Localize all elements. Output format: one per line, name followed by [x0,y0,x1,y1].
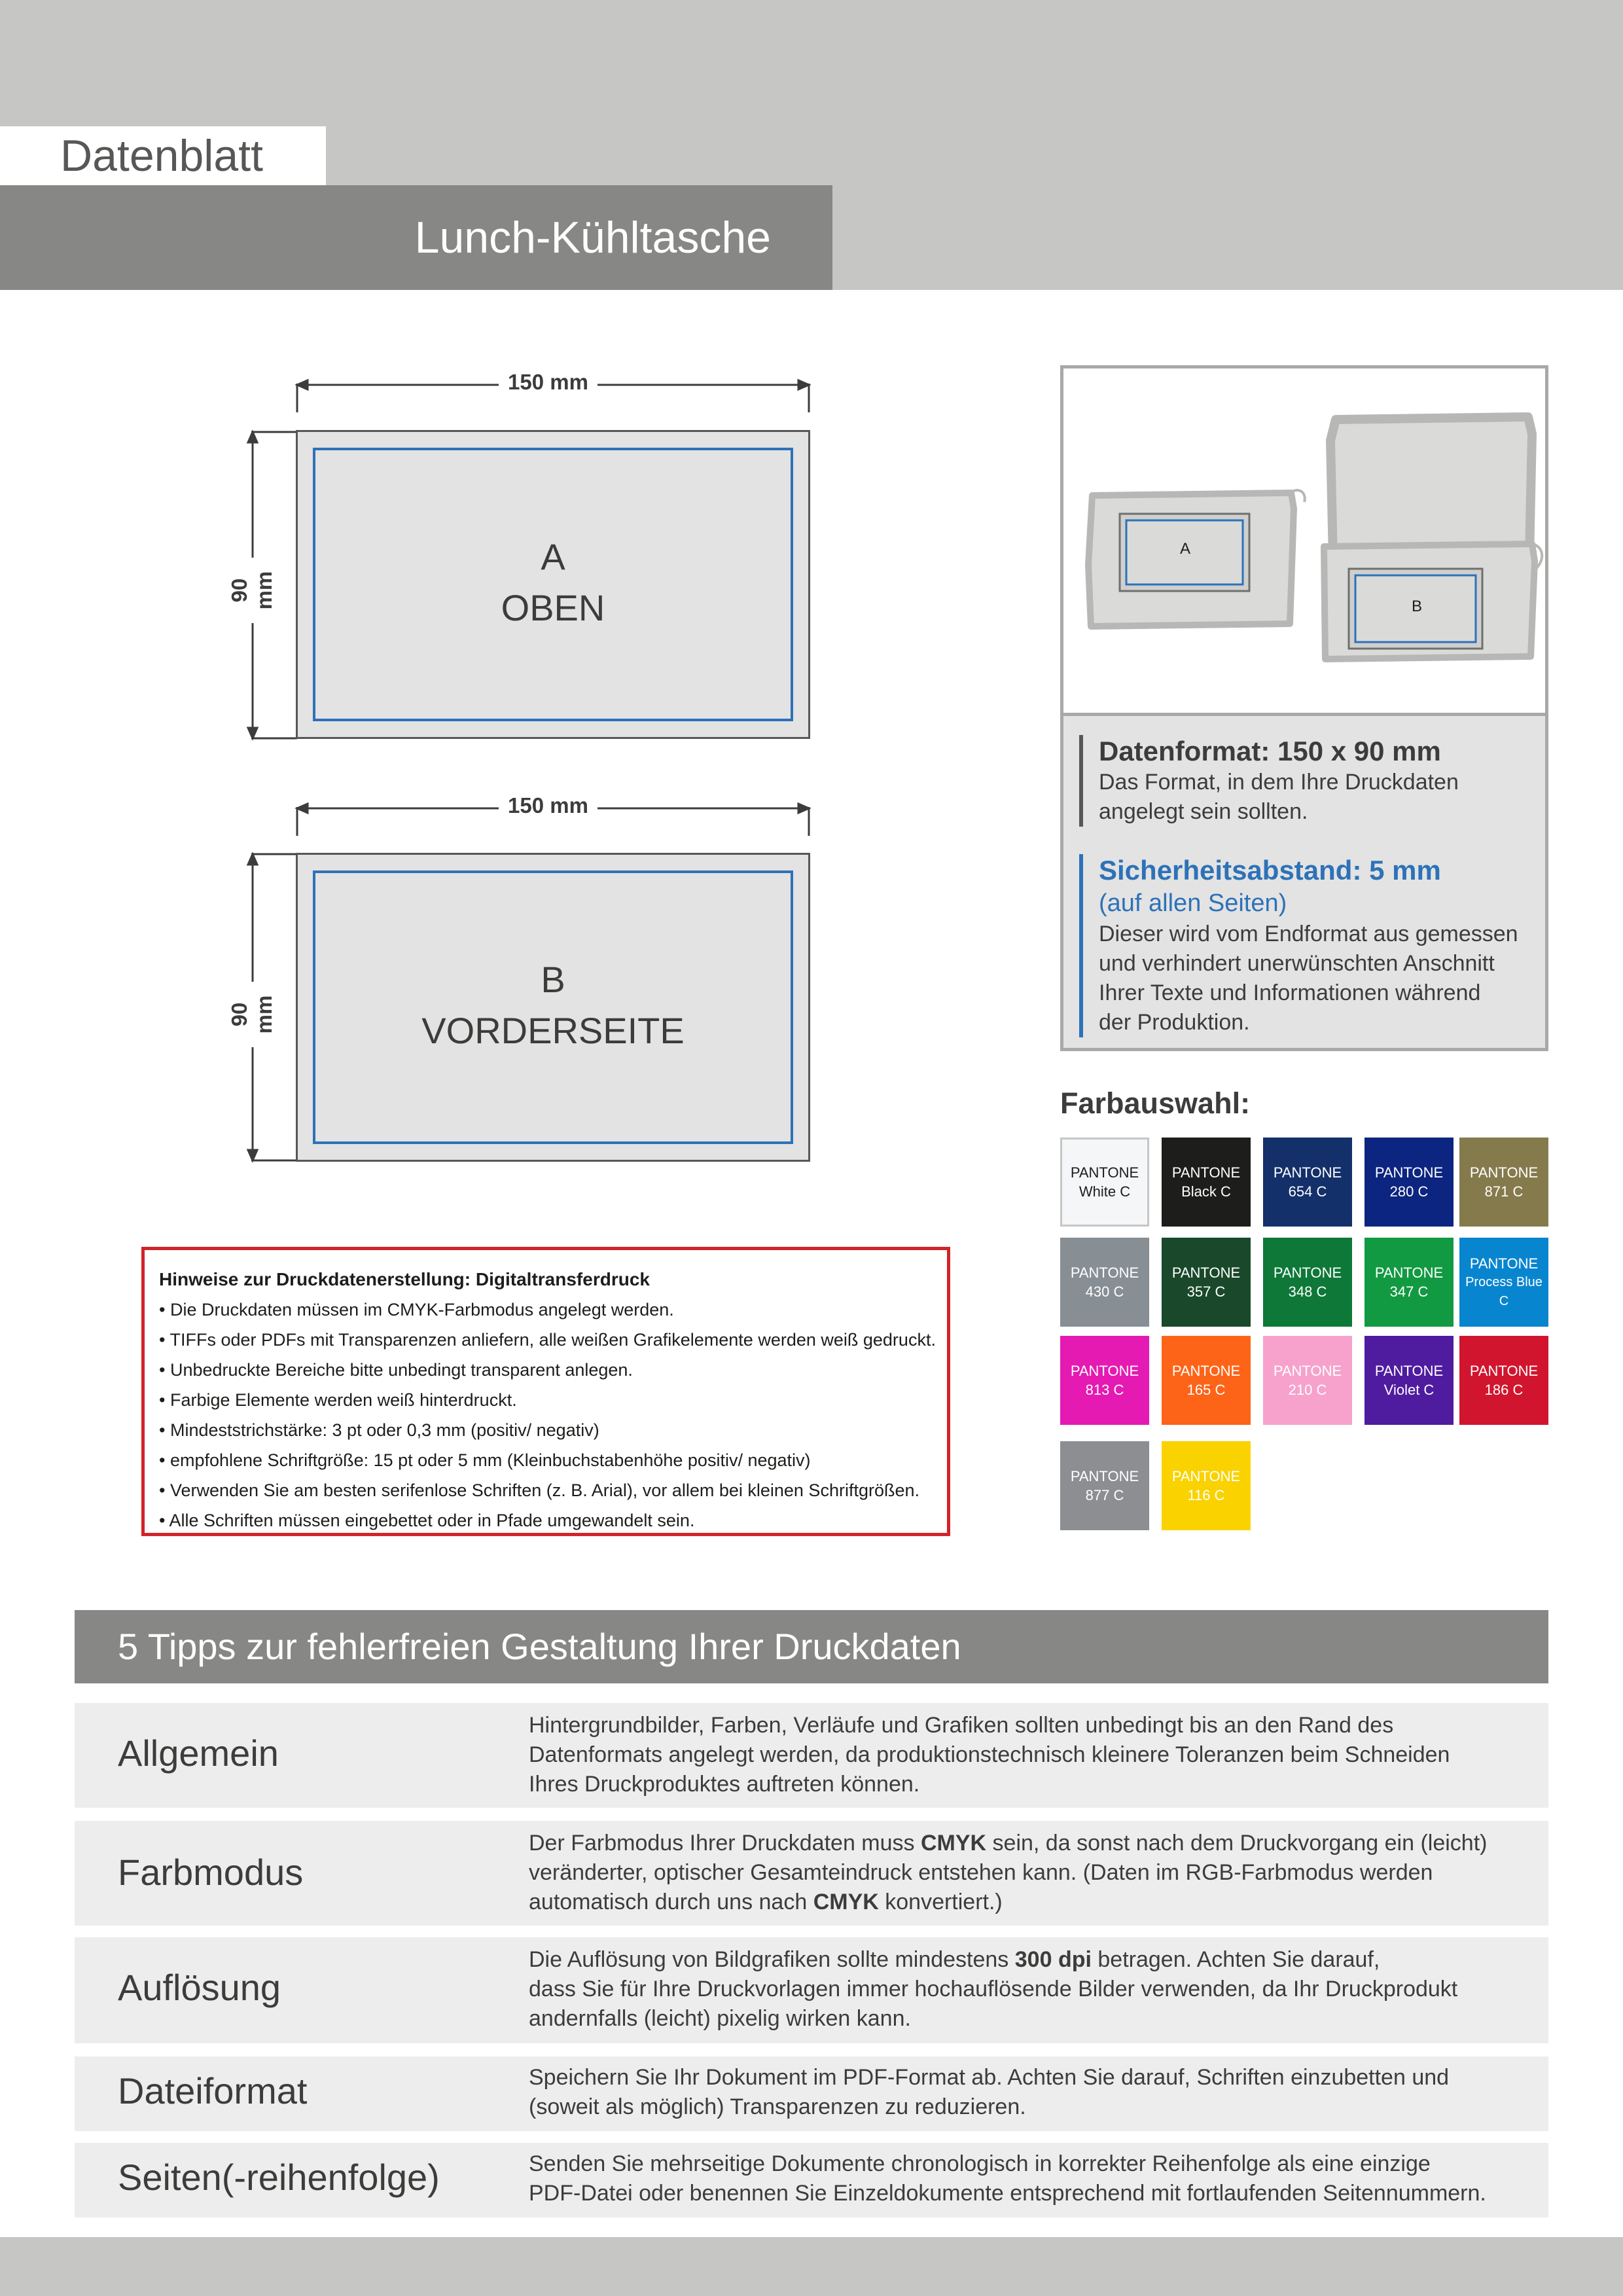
tip-line: Senden Sie mehrseitige Dokumente chronologisch in korrekter Reihenfolge als eine einzige [529,2151,1431,2176]
safety-line-3: Ihrer Texte und Informationen während [1099,980,1481,1005]
format-info-panel [1060,365,1548,1051]
format-info [1079,735,1524,827]
tip-text [529,1711,1530,1799]
product-title: Lunch-Kühltasche [414,213,771,262]
tip-line: dass Sie für Ihre Druckvorlagen immer hochauflösende Bilder verwenden, da Ihr Druckprodukt [529,1977,1458,2001]
template-b-label [298,954,808,1056]
swatch-brand: PANTONE [1171,1164,1241,1181]
template-a-format [296,430,810,739]
color-swatch [1263,1336,1352,1425]
format-title: Datenformat: 150 x 90 mm [1099,736,1441,766]
tip-line: veränderter, optischer Gesamteindruck entstehen kann. (Daten im RGB-Farbmodus werden [529,1860,1433,1885]
swatch-name: 877 C [1085,1487,1124,1503]
swatch-name: Black C [1181,1183,1231,1200]
tip-row-aufloesung [75,1937,1548,2043]
swatch-brand: PANTONE [1171,1468,1241,1484]
color-selection-title: Farbauswahl: [1060,1086,1251,1120]
tip-label: Auflösung [118,1967,281,2008]
tip-row-allgemein [75,1703,1548,1808]
tip-line: (soweit als möglich) Transparenzen zu reduzieren. [529,2094,1026,2119]
tip-line: PDF-Datei oder benennen Sie Einzeldokumente entsprechend mit fortlaufenden Seitennummern. [529,2181,1486,2206]
hint-item: • Unbedruckte Bereiche bitte unbedingt transparent anlegen. [159,1360,633,1380]
swatch-brand: PANTONE [1070,1363,1139,1379]
safety-title: Sicherheitsabstand: 5 mm [1099,855,1441,886]
template-b-side: VORDERSEITE [421,1010,685,1051]
tip-emphasis: 300 dpi [1014,1947,1092,1972]
swatch-brand: PANTONE [1171,1265,1241,1281]
color-swatch [1060,1138,1149,1227]
tip-text-part: Der Farbmodus Ihrer Druckdaten muss [529,1831,921,1856]
tip-text-part: sein, da sonst nach dem Druckvorgang ein (leicht) [986,1831,1488,1856]
hint-item: • Mindeststrichstärke: 3 pt oder 0,3 mm (positiv/ negativ) [159,1420,599,1440]
color-swatch-grid [1060,1138,1548,1534]
hint-item: • Farbige Elemente werden weiß hinterdruckt. [159,1390,517,1410]
template-a-width-label: 150 mm [499,370,597,395]
color-swatch [1162,1138,1251,1227]
swatch-brand: PANTONE [1070,1164,1139,1181]
color-swatch [1162,1441,1251,1530]
swatch-name: Process Blue C [1465,1274,1543,1308]
hint-item: • Verwenden Sie am besten serifenlose Schriften (z. B. Arial), vor allem bei kleinen Schriftgrößen. [159,1480,920,1500]
safety-info [1079,854,1544,1037]
color-swatch [1364,1238,1454,1327]
safety-line-4: der Produktion. [1099,1010,1250,1035]
color-swatch [1060,1238,1149,1327]
swatch-name: 347 C [1389,1283,1429,1300]
color-swatch [1263,1138,1352,1227]
swatch-name: 430 C [1085,1283,1124,1300]
safety-subtitle: (auf allen Seiten) [1099,889,1287,917]
tip-line: Speichern Sie Ihr Dokument im PDF-Format ab. Achten Sie darauf, Schriften einzubetten und [529,2065,1450,2090]
tip-text [529,2063,1530,2122]
color-swatch [1459,1238,1548,1327]
template-a-letter: A [541,536,565,577]
tip-emphasis: CMYK [813,1890,879,1914]
tip-text-part: konvertiert.) [878,1890,1003,1914]
swatch-brand: PANTONE [1469,1363,1539,1379]
swatch-brand: PANTONE [1070,1468,1139,1484]
format-line-1: Das Format, in dem Ihre Druckdaten [1099,770,1459,795]
tip-line: Datenformats angelegt werden, da produktionstechnisch kleinere Toleranzen beim Schneiden [529,1742,1450,1767]
tip-text-part: betragen. Achten Sie darauf, [1091,1947,1380,1972]
tip-line: Ihres Druckproduktes auftreten können. [529,1772,920,1797]
tip-row-seiten [75,2143,1548,2217]
tip-label: Seiten(-reihenfolge) [118,2157,440,2198]
tip-label: Allgemein [118,1732,279,1774]
template-b-letter: B [541,959,565,1000]
swatch-brand: PANTONE [1374,1164,1444,1181]
tip-line [529,1829,1530,1858]
swatch-brand: PANTONE [1374,1363,1444,1379]
swatch-brand: PANTONE [1273,1363,1342,1379]
tip-line: andernfalls (leicht) pixelig wirken kann. [529,2006,911,2031]
swatch-name: White C [1079,1183,1131,1200]
tip-line [529,1888,1530,1917]
lunch-bag-illustration [1063,368,1545,713]
hint-item: • empfohlene Schriftgröße: 15 pt oder 5 mm (Kleinbuchstabenhöhe positiv/ negativ) [159,1450,811,1470]
swatch-name: 165 C [1186,1382,1226,1398]
swatch-brand: PANTONE [1273,1265,1342,1281]
swatch-name: Violet C [1383,1382,1435,1398]
color-swatch [1459,1336,1548,1425]
swatch-brand: PANTONE [1469,1255,1539,1272]
template-b-format [296,853,810,1162]
swatch-brand: PANTONE [1273,1164,1342,1181]
color-swatch [1263,1238,1352,1327]
tip-text [529,1829,1530,1917]
hint-item: • Die Druckdaten müssen im CMYK-Farbmodus angelegt werden. [159,1300,674,1319]
template-a-side: OBEN [501,587,605,628]
swatch-name: 871 C [1484,1183,1524,1200]
template-a-height-label: 90 mm [227,558,277,623]
product-preview [1063,368,1545,716]
swatch-name: 348 C [1288,1283,1327,1300]
hint-item: • TIFFs oder PDFs mit Transparenzen anliefern, alle weißen Grafikelemente werden weiß gedruckt. [159,1330,936,1350]
tip-line [529,1945,1530,1975]
footer-band [0,2237,1623,2296]
safety-line-2: und verhindert unerwünschten Anschnitt [1099,951,1495,976]
swatch-brand: PANTONE [1374,1265,1444,1281]
swatch-name: 813 C [1085,1382,1124,1398]
color-swatch [1459,1138,1548,1227]
color-swatch [1364,1336,1454,1425]
swatch-brand: PANTONE [1171,1363,1241,1379]
tip-emphasis: CMYK [920,1831,987,1856]
tip-text-part: automatisch durch uns nach [529,1890,813,1914]
tip-text [529,2149,1530,2208]
swatch-name: 654 C [1288,1183,1327,1200]
tips-title: 5 Tipps zur fehlerfreien Gestaltung Ihrer Druckdaten [118,1626,961,1667]
tip-row-dateiformat [75,2056,1548,2131]
template-b-width-label: 150 mm [499,793,597,818]
swatch-name: 357 C [1186,1283,1226,1300]
preview-label-b: B [1412,598,1423,615]
sheet-label: Datenblatt [60,131,263,181]
template-b-height-label: 90 mm [227,982,277,1047]
hints-title: Hinweise zur Druckdatenerstellung: Digitaltransferdruck [159,1269,650,1289]
swatch-name: 210 C [1288,1382,1327,1398]
tip-row-farbmodus [75,1821,1548,1926]
preview-label-a: A [1180,540,1191,558]
swatch-name: 280 C [1389,1183,1429,1200]
print-hints-box [141,1247,950,1536]
color-swatch [1060,1441,1149,1530]
swatch-name: 186 C [1484,1382,1524,1398]
tip-text-part: Die Auflösung von Bildgrafiken sollte mindestens [529,1947,1015,1972]
tip-text [529,1945,1530,2034]
template-a-label [298,531,808,634]
format-line-2: angelegt sein sollten. [1099,799,1308,824]
tip-line: Hintergrundbilder, Farben, Verläufe und Grafiken sollten unbedingt bis an den Rand des [529,1713,1394,1738]
safety-line-1: Dieser wird vom Endformat aus gemessen [1099,922,1518,946]
hint-item: • Alle Schriften müssen eingebettet oder in Pfade umgewandelt sein. [159,1511,695,1530]
tip-label: Dateiformat [118,2070,308,2111]
swatch-name: 116 C [1187,1487,1225,1503]
color-swatch [1364,1138,1454,1227]
swatch-brand: PANTONE [1469,1164,1539,1181]
color-swatch [1060,1336,1149,1425]
tip-label: Farbmodus [118,1852,304,1893]
color-swatch [1162,1336,1251,1425]
swatch-brand: PANTONE [1070,1265,1139,1281]
color-swatch [1162,1238,1251,1327]
